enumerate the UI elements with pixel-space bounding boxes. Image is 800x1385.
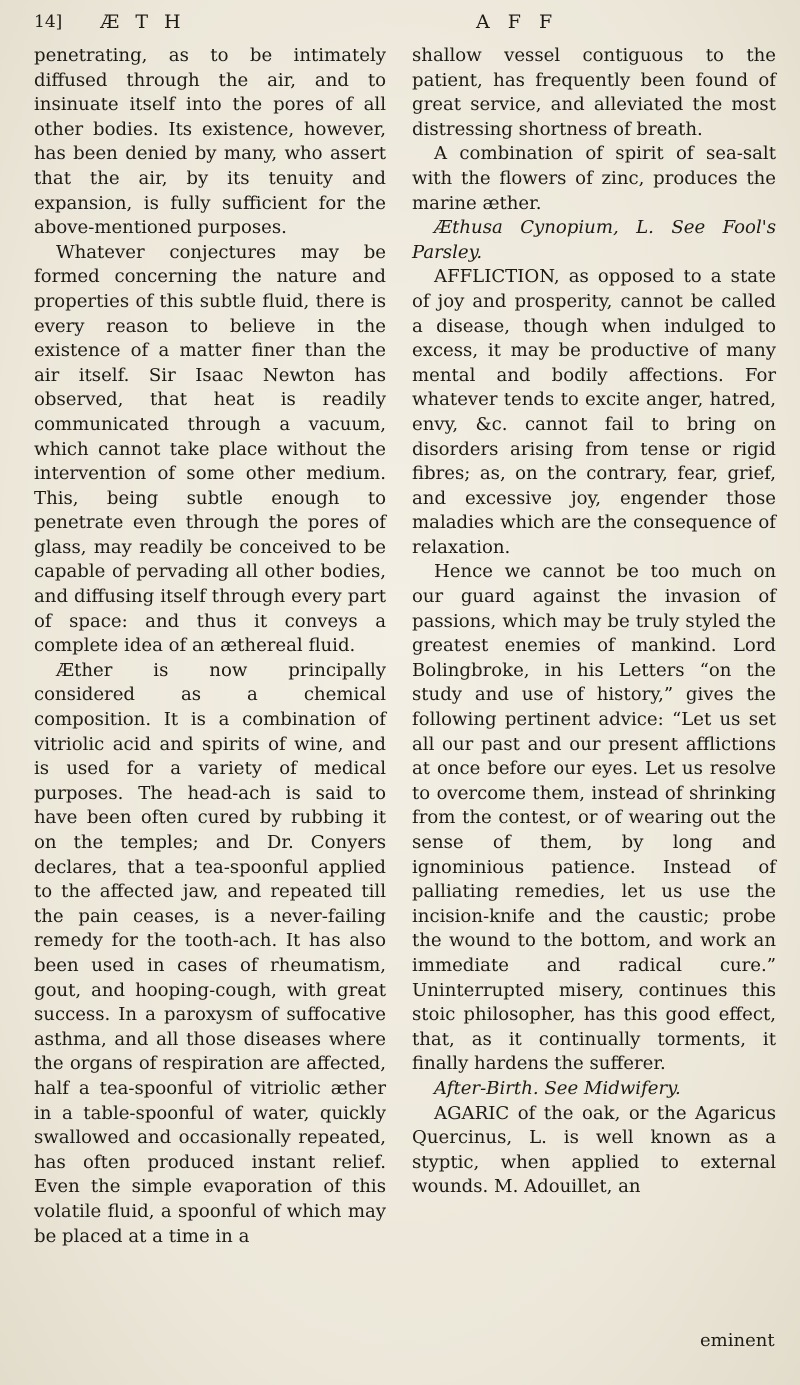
paragraph: A combination of spirit of sea-salt with the flowers of zinc, produces the marine æther. [412,143,776,214]
running-title-left: Æ T H [100,11,186,33]
running-title-right: A F F [476,11,559,33]
left-text-column [34,44,386,1249]
cross-reference-entry: Æthusa Cynopium, L. See Fool's Parsley. [412,217,776,263]
paragraph: Whatever conjectures may be formed concerning the nature and properties of this subtle fluid, there is every reason to believe in the existence of a matter finer than the air itself. Sir Isaac Newton has observed, that heat is readily communicated through a vacuum, which cannot take place without the intervention of some other medium. This, being subtle enough to penetrate even through the pores of glass, may readily be conceived to be capable of pervading all other bodies, and diffusing itself through every part of space: and thus it conveys a complete idea of an æthereal fluid. [34,241,386,657]
catchword: eminent [700,1330,775,1351]
left-page-header [34,4,394,40]
page-number: 14] [34,12,63,32]
cross-reference-entry: After-Birth. See Midwifery. [434,1077,681,1099]
entry-affliction: AFFLICTION, as opposed to a state of joy and prosperity, cannot be called a disease, though when indulged to excess, it may be productive of many mental and bodily affections. For whatever tends to excite anger, hatred, envy, &c. cannot fail to bring on disorders arising from tense or rigid fibres; as, on the contrary, fear, grief, and excessive joy, engender those maladies which are the consequence of relaxation. [412,266,776,558]
paragraph: penetrating, as to be intimately diffused through the air, and to insinuate itself into the pores of all other bodies. Its existence, however, has been denied by many, who assert that the air, by its tenuity and expansion, is fully sufficient for the above-mentioned purposes. [34,45,386,239]
right-page-header [412,4,782,40]
right-text-column [412,44,776,1200]
entry-agaric: AGARIC of the oak, or the Agaricus Quercinus, L. is well known as a styptic, when applied to external wounds. M. Adouillet, an [412,1102,776,1198]
paragraph: Æther is now principally considered as a chemical composition. It is a combination of vitriolic acid and spirits of wine, and is used for a variety of medical purposes. The head-ach is said to have been often cured by rubbing it on the temples; and Dr. Conyers declares, that a tea-spoonful applied to the affected jaw, and repeated till the pain ceases, is a never-failing remedy for the tooth-ach. It has also been used in cases of rheumatism, gout, and hooping-cough, with great success. In a paroxysm of suffocative asthma, and all those diseases where the organs of respiration are affected, half a tea-spoonful of vitriolic æther in a table-spoonful of water, quickly swallowed and occasionally repeated, has often produced instant relief. Even the simple evaporation of this volatile fluid, a spoonful of which may be placed at a time in a [34,659,386,1247]
paragraph: Hence we cannot be too much on our guard against the invasion of passions, which may be truly styled the greatest enemies of mankind. Lord Bolingbroke, in his Letters “on the study and use of history,” gives the following pertinent advice: “Let us set all our past and our present afflictions at once before our eyes. Let us resolve to overcome them, instead of shrinking from the contest, or of wearing out the sense of them, by long and ignominious patience. Instead of palliating remedies, let us use the incision-knife and the caustic; probe the wound to the bottom, and work an immediate and radical cure.” Uninterrupted misery, continues this stoic philosopher, has this good effect, that, as it continually torments, it finally hardens the sufferer. [412,561,776,1075]
paragraph: shallow vessel contiguous to the patient, has frequently been found of great service, and alleviated the most distressing shortness of breath. [412,45,776,140]
